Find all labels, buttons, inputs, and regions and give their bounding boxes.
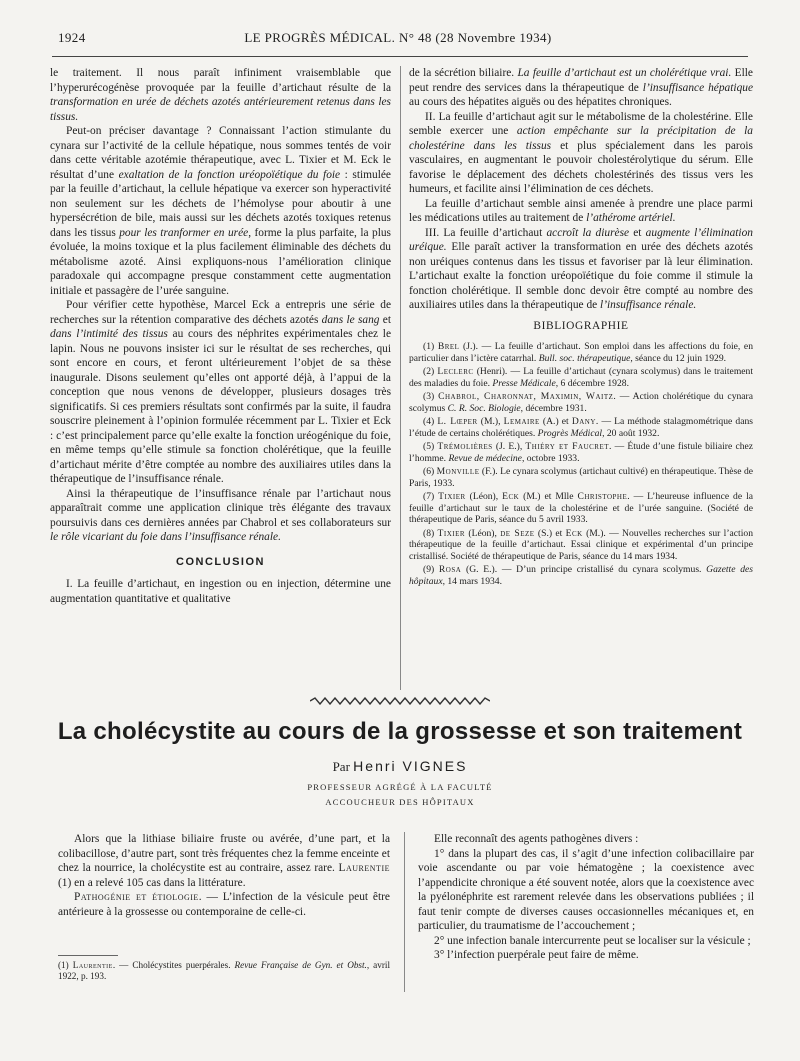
bibliography-entry: (4) L. Lœper (M.), Lemaire (A.) et Dany. — La méthode stalagmométrique dans l’étude de certains cholérétiques. Progrès Médical, 20 août 1932. — [409, 416, 753, 439]
paragraph: Ainsi la thérapeutique de l’insuffisance rénale par l’artichaut nous apparaîtrait comme une application clinique très élégante des travaux poursuivis dans ces dernières années par Chabrol et ses collaborateurs sur le rôle vicariant du foie dans l’insuffisance rénale. — [50, 487, 391, 543]
paragraph: 3° l’infection puerpérale peut faire de même. — [434, 949, 639, 961]
footnote: (1) Laurentie. — Cholécystites puerpérales. Revue Française de Gyn. et Obst., avril 1922, p. 193. — [58, 960, 391, 981]
bottom-left-paragraphs — [58, 832, 390, 919]
author-name: Henri VIGNES — [353, 758, 468, 774]
paragraph: La feuille d’artichaut semble ainsi amenée à prendre une place parmi les médications utiles au traitement de l’athérome artériel. — [409, 197, 753, 224]
bibliography-entry: (7) Tixier (Léon), Eck (M.) et Mlle Christophe. — L’heureuse influence de la feuille d’artichaut sur le taux de la cholestérine et de l’urée sanguine. (Société de thérapeutique de Paris, séance du 5 avril 1933. — [409, 491, 753, 525]
header-rule — [52, 56, 748, 57]
paragraph: 1° dans la plupart des cas, il s’agit d’une infection colibacillaire par voie ascendante ou par voie hématogène ; la coexistence avec l’appendicite chronique a été souvent notée, alors que la coexistence avec la pyélonéphrite est rarement relevée dans les observations publiées ; il faut tenir compte de diverses causes occasionnelles mécaniques et, en particulier, du traumatisme de l’accouchement ; — [418, 847, 754, 932]
paragraph: Pathogénie et étiologie. — L’infection de la vésicule peut être antérieure à la grossesse ou contemporaine de celle-ci. — [58, 891, 390, 918]
bibliography-entry: (8) Tixier (Léon), de Seze (S.) et Eck (M.). — Nouvelles recherches sur l’action thérapeutique de la feuille d’artichaut. Essai clinique et expérimental d’un principe cristallisé. Société de thérapeutique de Paris, séance du 14 mars 1934. — [409, 527, 753, 562]
byline-par: Par — [332, 759, 350, 774]
paragraph: Elle reconnaît des agents pathogènes divers : — [434, 833, 639, 845]
paragraph: Alors que la lithiase biliaire fruste ou avérée, d’une part, et la colibacillose, d’autre part, sont très fréquentes chez la femme enceinte et chez la nourrice, la cholécystite est au contraire, assez rare. Laurentie (1) en a relevé 105 cas dans la littérature. — [58, 833, 390, 889]
paragraph: Peut-on préciser davantage ? Connaissant l’action stimulante du cynara sur l’activité de la cellule hépatique, nous sommes tentés de voir dans cette véritable azotémie thérapeutique, avec L. Tixier et M. Eck le résultat d’une exaltation de la fonction uréopoïétique du foie : stimulée par la feuille d’artichaut, la cellule hépatique va exercer son hyperactivité non seulement sur les déchets de l’hémolyse pour aboutir à une hypersécrétion de bile, mais aussi sur les déchets azotés toxiques retenus dans les tissus pour les tranformer en urée, forme la plus parfaite, la plus évoluée, la moins toxique et la plus facilement éliminable des déchets du métabolisme azoté. Ainsi expliquons-nous l’amélioration clinique paradoxale qui accompagne presque constamment cette augmentation initiale et passagère de l’urée sanguine. — [50, 125, 391, 297]
paragraph: II. La feuille d’artichaut agit sur le métabolisme de la cholestérine. Elle semble exercer une action empêchante sur la précipitation de la cholestérine dans les tissus et plus spécialement dans les parois vasculaires, en augmentant le pouvoir cholestérolytique du sérum. Elle favorise le déplacement des déchets cholestérinés des tissus vers les humeurs, et facilite ainsi l’élimination de ces déchets. — [409, 110, 754, 195]
author-affiliation-1: PROFESSEUR AGRÉGÉ À LA FACULTÉ — [307, 782, 493, 792]
bottom-right-paragraphs — [418, 832, 754, 963]
bibliography-entry: (1) Brel (J.). — La feuille d’artichaut. Son emploi dans les affections du foie, en particulier dans l’ictère catarrhal. Bull. soc. thérapeutique, séance du 12 juin 1929. — [409, 341, 753, 364]
bottom-left-column — [58, 832, 390, 919]
conclusion-heading: CONCLUSION — [176, 555, 265, 568]
bibliography-entry: (3) Chabrol, Charonnat, Maximin, Waitz. — Action cholérétique du cynara scolymus C. R. Soc. Biologie, décembre 1931. — [409, 391, 753, 414]
bibliography-entry: (2) Leclerc (Henri). — La feuille d’artichaut (cynara scolymus) dans le traitement des maladies du foie. Presse Médicale, 6 décembre 1928. — [409, 366, 753, 389]
column-divider-bottom — [404, 832, 405, 992]
bibliography-list — [409, 341, 753, 587]
paragraph: III. La feuille d’artichaut accroît la diurèse et augmente l’élimination uréique. Elle paraît activer la transformation en urée des déchets azotés non uréiques contenus dans les tissus et favoriser par là leur élimination. L’artichaut exalte la fonction uréopoïétique du foie comme il stimule la fonction cholérétique. Il semble donc devoir être compté au nombre des auxiliaires utiles dans la thérapeutique de l’insuffisance rénale. — [409, 226, 753, 311]
author-affiliation-2: ACCOUCHEUR DES HÔPITAUX — [325, 797, 475, 807]
top-right-paragraphs — [409, 66, 753, 313]
byline — [0, 758, 800, 775]
journal-title: LE PROGRÈS MÉDICAL. N° 48 (28 Novembre 1934) — [244, 30, 552, 45]
article-title: La cholécystite au cours de la grossesse et son traitement — [57, 718, 743, 745]
column-divider-top — [400, 66, 401, 690]
top-left-paragraphs — [50, 66, 391, 545]
ornamental-divider — [310, 697, 490, 705]
paragraph: Pour vérifier cette hypothèse, Marcel Eck a entrepris une série de recherches sur la rétention comparative des déchets azotés dans le sang et dans l’intimité des tissus au cours des néphrites expérimentales chez le lapin. Nous ne pouvons insister ici sur le résultat de ses recherches, qui sont encore en cours, et feront ultérieurement l’objet de sa thèse inaugurale. Disons seulement qu’elles ont apporté déjà, à l’appui de la conception que nous venons de développer, plusieurs dosages très significatifs. Si ces premiers résultats sont confirmés par la suite, il faudra souscrire pleinement à l’opinion formulée récemment par L. Tixier et Eck : c’est principalement parce qu’elle exalte la fonction uréogénique du foie, en même temps qu’elle stimule sa fonction cholérétique, que la feuille d’artichaut mérite d’être comptée au nombre des auxiliaires utiles dans la thérapeutique de l’insuffisance rénale. — [50, 299, 392, 485]
top-left-column — [50, 66, 391, 606]
top-right-column — [409, 66, 753, 589]
bibliography-entry: (6) Monville (F.). Le cynara scolymus (artichaut cultivé) en thérapeutique. Thèse de Paris, 1933. — [409, 466, 753, 489]
paragraph: 2° une infection banale intercurrente peut se localiser sur la vésicule ; — [434, 934, 751, 947]
page-header — [58, 30, 738, 50]
footnote-rule — [58, 955, 118, 956]
conclusion-text: I. La feuille d’artichaut, en ingestion ou en injection, détermine une augmentation quantitative et qualitative — [50, 578, 391, 605]
paragraph: le traitement. Il nous paraît infiniment vraisemblable que l’hyperurécogénèse provoquée par la feuille d’artichaut résulte de la transformation en urée de déchets azotés antérieurement retenus dans les tissus. — [50, 67, 391, 123]
bottom-right-column — [418, 832, 754, 963]
bibliography-title: BIBLIOGRAPHIE — [533, 319, 629, 332]
bibliography-entry: (5) Trémolières (J. E.), Thiéry et Faucret. — Étude d’une fistule biliaire chez l’homme. Revue de médecine, octobre 1933. — [409, 441, 754, 464]
bibliography-entry: (9) Rosa (G. E.). — D’un principe cristallisé du cynara scolymus. Gazette des hôpitaux, 14 mars 1934. — [409, 564, 753, 587]
page-number: 1924 — [58, 30, 86, 45]
paragraph: de la sécrétion biliaire. La feuille d’artichaut est un cholérétique vrai. Elle peut rendre des services dans la thérapeutique de l’insuffisance hépatique au cours des hépatites aiguës ou des hépatites chroniques. — [409, 67, 754, 108]
